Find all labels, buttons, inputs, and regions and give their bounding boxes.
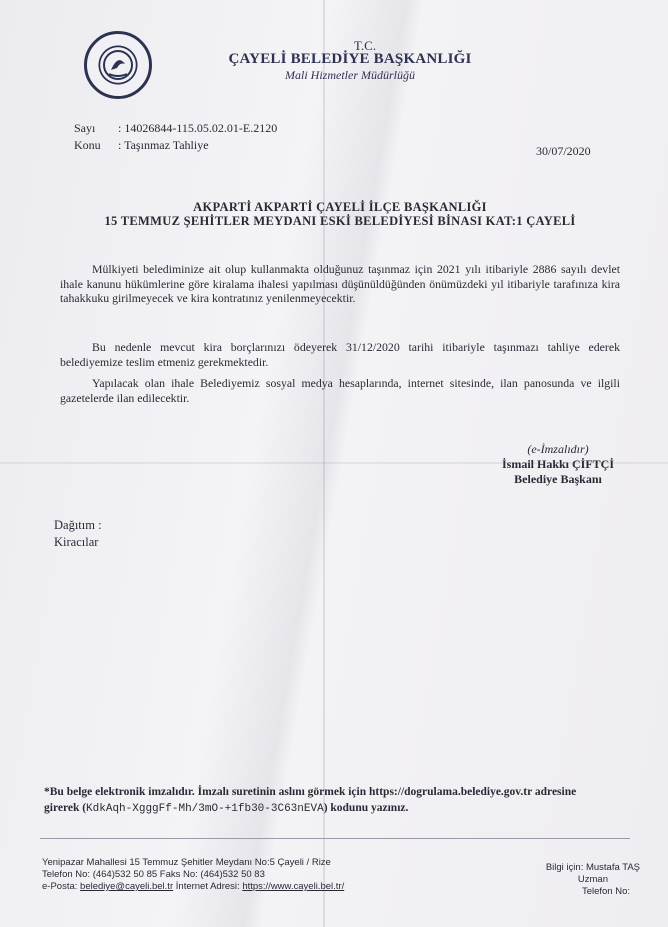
reference-number-value: : 14026844-115.05.02.01-E.2120 — [118, 121, 278, 135]
header-tc: T.C. — [353, 38, 377, 53]
signatory-title: Belediye Başkanı — [514, 472, 602, 486]
footer-web-link[interactable]: https://www.cayeli.bel.tr/ — [242, 881, 345, 892]
municipality-seal-icon — [84, 31, 152, 99]
signatory-name: İsmail Hakkı ÇİFTÇİ — [501, 457, 615, 471]
signature-status: (e-İmzalıdır) — [527, 442, 589, 456]
header-title: ÇAYELİ BELEDİYE BAŞKANLIĞI — [228, 51, 472, 67]
recipient-name: AKPARTİ AKPARTİ ÇAYELİ İLÇE BAŞKANLIĞI — [193, 200, 487, 214]
document-date: 30/07/2020 — [536, 144, 591, 158]
verification-code: KdkAqh-XgggFf-Mh/3mO-+1fb30-3C63nEVA — [86, 803, 324, 815]
note-suffix: ) kodunu yazınız. — [323, 802, 409, 814]
footer-phone: Telefon No: (464)532 50 85 Faks No: (464)532 50 83 — [42, 869, 265, 880]
footer-address: Yenipazar Mahallesi 15 Temmuz Şehitler Meydanı No:5 Çayeli / Rize — [42, 857, 331, 868]
reference-number-label: Sayı — [74, 121, 96, 135]
reference-number-row — [74, 121, 277, 136]
footer-info-contact: Bilgi için: Mustafa TAŞ — [545, 862, 640, 873]
subject-label: Konu — [74, 138, 101, 152]
footer-email-link[interactable]: belediye@cayeli.bel.tr — [80, 881, 174, 892]
subject-row — [74, 138, 209, 153]
footer-info-role: Uzman — [577, 874, 608, 885]
recipient-address: 15 TEMMUZ ŞEHİTLER MEYDANI ESKİ BELEDİYESİ BİNASI KAT:1 ÇAYELİ — [104, 214, 576, 228]
note-prefix: girerek ( — [44, 802, 87, 814]
footer-email-label: e-Posta: — [42, 881, 78, 892]
body-paragraph-2: Bu nedenle mevcut kira borçlarınızı ödeyerek 31/12/2020 tarihi itibariyle taşınmazı tahliye ederek belediyemize teslim etmeniz gerekmektedir. — [60, 340, 620, 369]
footer-info-phone: Telefon No: — [581, 886, 630, 897]
distribution-label: Dağıtım : — [54, 518, 102, 532]
body-paragraph-1: Mülkiyeti belediminize ait olup kullanmakta olduğunuz taşınmaz için 2021 yılı itibariyle 2886 sayılı devlet ihale kanunu hükümlerine göre kiralama ihalesi yapılması düşünüldüğünden önümüzdeki yıl itibariyle tarafınıza kira tahakkuku girilmeyecek ve kira kontratınız yenilenmeyecektir. — [60, 262, 620, 305]
header-subtitle: Mali Hizmetler Müdürlüğü — [285, 68, 415, 82]
e-signature-note-line-2 — [44, 800, 624, 817]
subject-value: : Taşınmaz Tahliye — [118, 138, 209, 152]
footer-contact-line — [42, 881, 344, 893]
body-paragraph-3: Yapılacak olan ihale Belediyemiz sosyal medya hesaplarında, internet sitesinde, ilan panosunda ve ilgili gazetelerde ilan edilecektir. — [60, 376, 620, 405]
footer-divider — [40, 838, 630, 839]
footer-web-label: İnternet Adresi: — [175, 881, 240, 892]
distribution-value: Kiracılar — [54, 535, 99, 549]
e-signature-note-line-1: *Bu belge elektronik imzalıdır. İmzalı suretinin aslını görmek için https://dogrulama.belediye.gov.tr adresine — [44, 786, 577, 798]
